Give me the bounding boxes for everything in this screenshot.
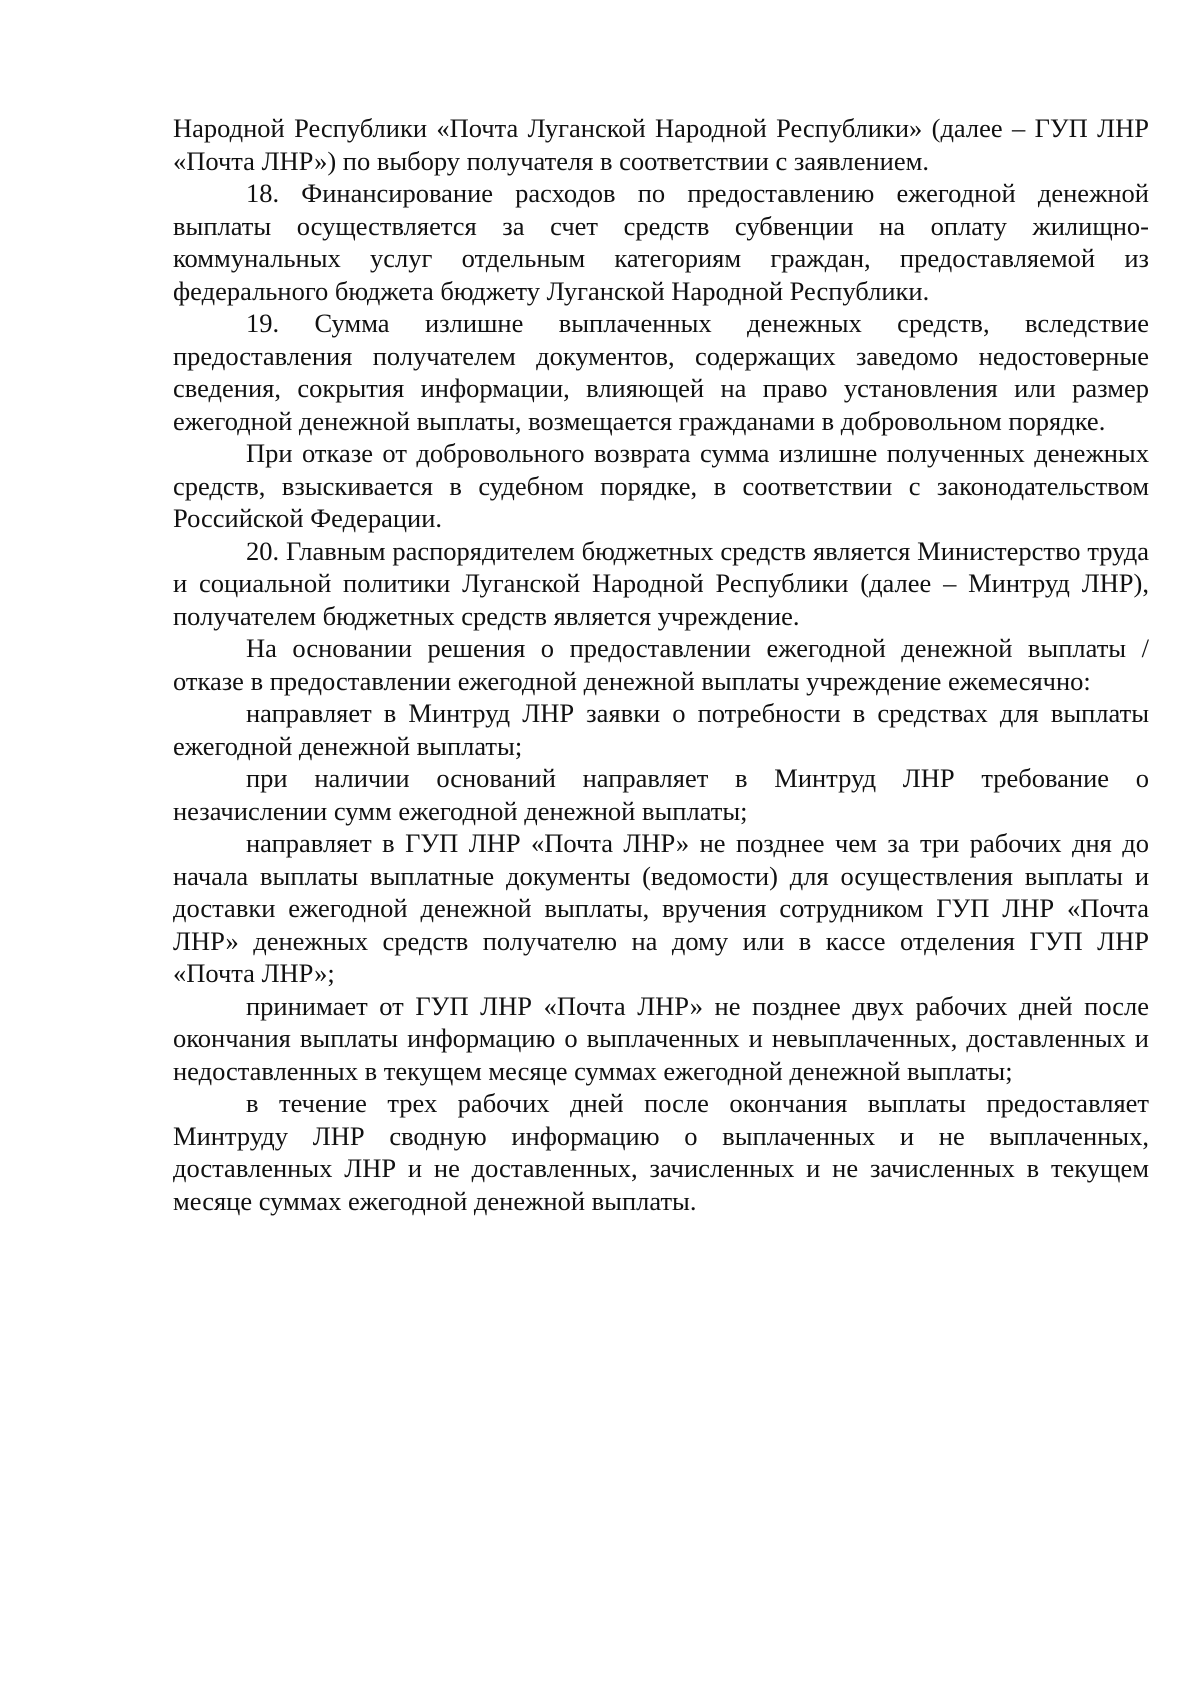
paragraph-refusal-court: При отказе от добровольного возврата сумма излишне полученных денежных средств, взыскивается в судебном порядке, в соответствии с законодательством Российской Федерации. xyxy=(173,438,1149,533)
paragraph-20-budget-manager: 20. Главным распорядителем бюджетных средств является Министерство труда и социальной политики Луганской Народной Республики (далее – Минтруд ЛНР), получателем бюджетных средств является учреждение. xyxy=(173,535,1149,631)
paragraph-monthly-duties-intro: На основании решения о предоставлении ежегодной денежной выплаты / отказе в предоставлении ежегодной денежной выплаты учреждение ежемесячно: xyxy=(173,633,1149,696)
paragraph-duty-payment-documents: направляет в ГУП ЛНР «Почта ЛНР» не позднее чем за три рабочих дня до начала выплаты выплатные документы (ведомости) для осуществления выплаты и доставки ежегодной денежной выплаты, вручения сотрудником ГУП ЛНР «Почта ЛНР» денежных средств получателю на дому или в кассе отделения ГУП ЛНР «Почта ЛНР»; xyxy=(173,828,1149,988)
paragraph-duty-non-crediting: при наличии оснований направляет в Минтруд ЛНР требование о незачислении сумм ежегодной денежной выплаты; xyxy=(173,763,1149,826)
paragraph-duty-summary-info: в течение трех рабочих дней после окончания выплаты предоставляет Минтруду ЛНР сводную информацию о выплаченных и не выплаченных, доставленных ЛНР и не доставленных, зачисленных и не зачисленных в текущем месяце суммах ежегодной денежной выплаты. xyxy=(173,1088,1149,1216)
paragraph-continuation-pochta: Народной Республики «Почта Луганской Народной Республики» (далее – ГУП ЛНР «Почта ЛНР») по выбору получателя в соответствии с заявлением. xyxy=(173,113,1149,176)
paragraph-duty-requests: направляет в Минтруд ЛНР заявки о потребности в средствах для выплаты ежегодной денежной выплаты; xyxy=(173,698,1149,761)
document-body xyxy=(173,112,1149,1217)
paragraph-19-overpayment: 19. Сумма излишне выплаченных денежных средств, вследствие предоставления получателем документов, содержащих заведомо недостоверные сведения, сокрытия информации, влияющей на право установления или размер ежегодной денежной выплаты, возмещается гражданами в добровольном порядке. xyxy=(173,308,1149,436)
paragraph-duty-receive-info: принимает от ГУП ЛНР «Почта ЛНР» не позднее двух рабочих дней после окончания выплаты информацию о выплаченных и невыплаченных, доставленных и недоставленных в текущем месяце суммах ежегодной денежной выплаты; xyxy=(173,990,1149,1086)
paragraph-18-financing: 18. Финансирование расходов по предоставлению ежегодной денежной выплаты осуществляется за счет средств субвенции на оплату жилищно-коммунальных услуг отдельным категориям граждан, предоставляемой из федерального бюджета бюджету Луганской Народной Республики. xyxy=(173,178,1149,306)
